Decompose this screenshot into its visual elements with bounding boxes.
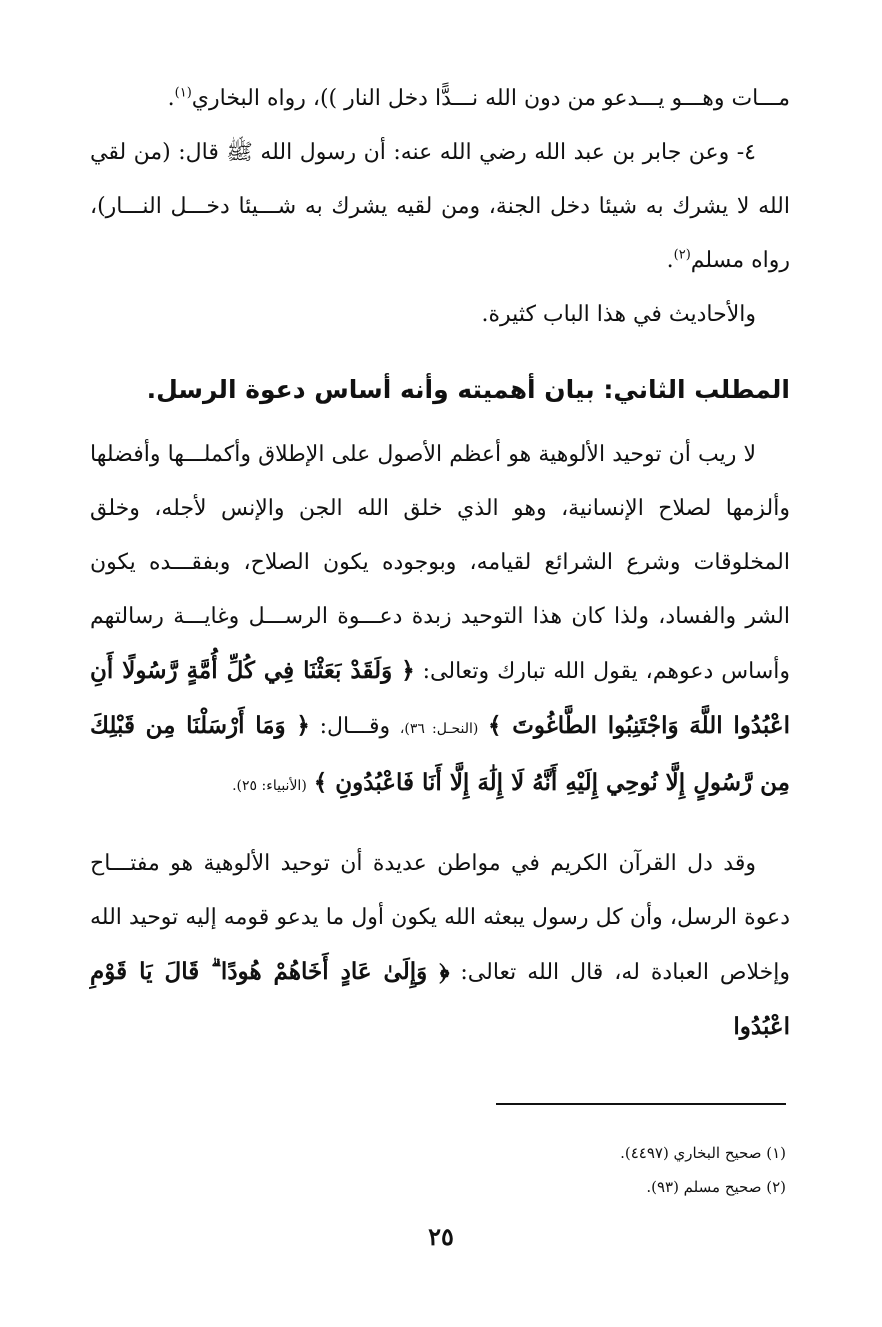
paragraph-importance (90, 428, 790, 813)
paragraph-end: . (167, 86, 175, 111)
paragraph-many-hadiths: والأحاديث في هذا الباب كثيرة. (481, 302, 756, 327)
paragraph-end: . (666, 248, 674, 273)
paragraph-hadith-end (90, 72, 790, 126)
paragraph-hadith-jabir (90, 126, 790, 288)
verse-reference-nahl: (النحـل: ٣٦)، (399, 721, 479, 737)
footnote-marker-1: (١) (174, 85, 192, 101)
footnote-divider (496, 1103, 786, 1105)
quran-verse-hud: ﴿ وَإِلَىٰ عَادٍ أَخَاهُمْ هُودًا ۗ قَالَ يَا قَوْمِ اعْبُدُوا (90, 958, 790, 1040)
paragraph-text: مـــات وهـــو يـــدعو من دون الله نـــدًّا دخل النار ))، رواه البخاري (191, 86, 790, 111)
paragraph-text: لا ريب أن توحيد الألوهية هو أعظم الأصول على الإطلاق وأكملـــها وأفضلها وألزمها لصلاح الإنسانية، وهو الذي خلق الله الجن والإنس لأجله، وخلق المخلوقات وشرع الشرائع لقيامه، وبوجوده يكون الصلاح، وبفقـــده يكون الشر والفساد، ولذا كان هذا التوحيد زبدة دعـــوة الرســـل وغايـــة رسالتهم وأساس دعوهم، يقول الله تبارك وتعالى: (90, 442, 790, 684)
quran-verse-nahl: ﴿ وَلَقَدْ بَعَثْنَا فِي كُلِّ أُمَّةٍ رَّسُولًا أَنِ اعْبُدُوا اللَّهَ وَاجْتَنِبُوا الطَّاغُوتَ ﴾ (90, 657, 790, 739)
footnote-2: (٢) صحيح مسلم (٩٣). (646, 1178, 786, 1196)
paragraph-key-of-call (90, 837, 790, 1055)
footnotes (286, 1136, 786, 1204)
paragraph-text: وقـــال: (319, 714, 391, 739)
footnote-1: (١) صحيح البخاري (٤٤٩٧). (620, 1144, 786, 1162)
main-text (90, 72, 790, 1055)
paragraph-gap (90, 813, 790, 837)
footnote-marker-2: (٢) (673, 247, 691, 263)
section-heading: المطلب الثاني: بيان أهميته وأنه أساس دعوة الرسل. (146, 375, 790, 404)
verse-reference-anbiya: (الأنبياء: ٢٥). (232, 778, 307, 794)
paragraph-text: ٤- وعن جابر بن عبد الله رضي الله عنه: أن رسول الله ﷺ قال: (من لقي الله لا يشرك به شيئا دخل الجنة، ومن لقيه يشرك به شـــيئا دخـــل النـــار)، رواه مسلم (90, 140, 790, 273)
paragraph-text: وقد دل القرآن الكريم في مواطن عديدة أن توحيد الألوهية هو مفتـــاح دعوة الرسل، وأن كل رسول يبعثه الله يكون أول ما يدعو قومه إليه توحيد الله وإخلاص العبادة له، قال الله تعالى: (90, 851, 790, 985)
quran-verse-anbiya: ﴿ وَمَا أَرْسَلْنَا مِن قَبْلِكَ مِن رَّسُولٍ إِلَّا نُوحِي إِلَيْهِ أَنَّهُ لَا إِلَٰهَ إِلَّا أَنَا فَاعْبُدُونِ ﴾ (90, 712, 790, 796)
page-number: ٢٥ (428, 1222, 454, 1251)
